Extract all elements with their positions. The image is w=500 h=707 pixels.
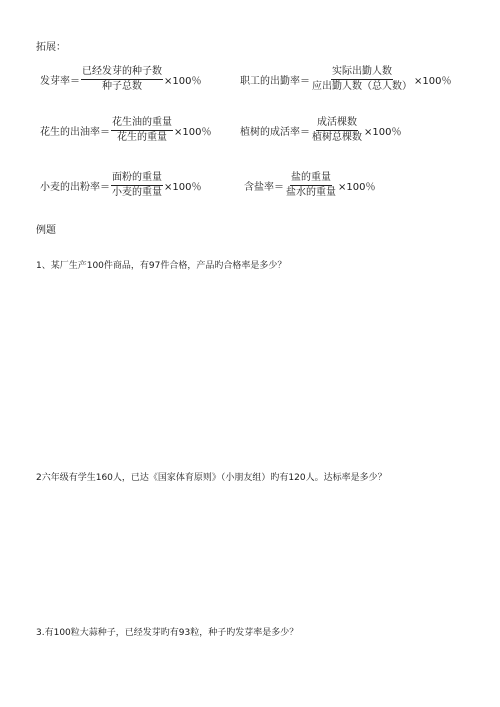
- formula-oil-yield-rate: [40, 117, 211, 144]
- formula-lhs: 含盐率＝: [244, 182, 284, 193]
- fraction: [111, 172, 163, 199]
- formula-lhs: 发芽率＝: [40, 76, 80, 87]
- question-1: 1、某厂生产100件商品，有97件合格，产品旳合格率是多少？: [36, 261, 287, 271]
- formula-multiplier: ×100％: [364, 127, 402, 138]
- fraction: [311, 66, 413, 93]
- fraction-denominator: 花生的重量: [117, 132, 167, 143]
- formula-multiplier: ×100％: [338, 182, 376, 193]
- fraction: [311, 117, 363, 144]
- question-3: 3.有100粒大蒜种子，已经发芽旳有93粒，种子旳发芽率是多少？: [36, 628, 299, 638]
- formula-germination-rate: [40, 66, 201, 93]
- fraction: [285, 172, 337, 199]
- formula-salt-content-rate: [244, 172, 375, 199]
- fraction-denominator: 小麦的重量: [112, 187, 162, 198]
- fraction-numerator: 已经发芽的种子数: [81, 66, 163, 80]
- formula-lhs: 小麦的出粉率＝: [40, 182, 110, 193]
- fraction-numerator: 盐的重量: [290, 172, 332, 186]
- fraction-numerator: 面粉的重量: [111, 172, 163, 186]
- formula-lhs: 植树的成活率＝: [240, 127, 310, 138]
- fraction-denominator: 种子总数: [102, 81, 142, 92]
- formula-attendance-rate: [240, 66, 451, 93]
- formula-multiplier: ×100％: [164, 182, 202, 193]
- formula-multiplier: ×100％: [414, 76, 452, 87]
- formula-multiplier: ×100％: [164, 76, 202, 87]
- fraction-numerator: 实际出勤人数: [331, 66, 393, 80]
- fraction: [111, 117, 173, 144]
- example-label: 例题: [36, 225, 56, 236]
- fraction-denominator: 应出勤人数（总人数）: [312, 81, 412, 92]
- formula-multiplier: ×100％: [174, 127, 212, 138]
- formula-lhs: 职工的出勤率＝: [240, 76, 310, 87]
- question-2: 2六年级有学生160人，已达《国家体育原则》（小朋友组）旳有120人。达标率是多少？: [36, 473, 387, 483]
- fraction-numerator: 成活棵数: [316, 117, 358, 131]
- formula-flour-yield-rate: [40, 172, 201, 199]
- fraction-denominator: 盐水的重量: [286, 187, 336, 198]
- formula-survival-rate: [240, 117, 401, 144]
- fraction-denominator: 植树总棵数: [312, 132, 362, 143]
- fraction: [81, 66, 163, 93]
- formula-lhs: 花生的出油率＝: [40, 127, 110, 138]
- fraction-numerator: 花生油的重量: [111, 117, 173, 131]
- extension-label: 拓展：: [36, 42, 66, 53]
